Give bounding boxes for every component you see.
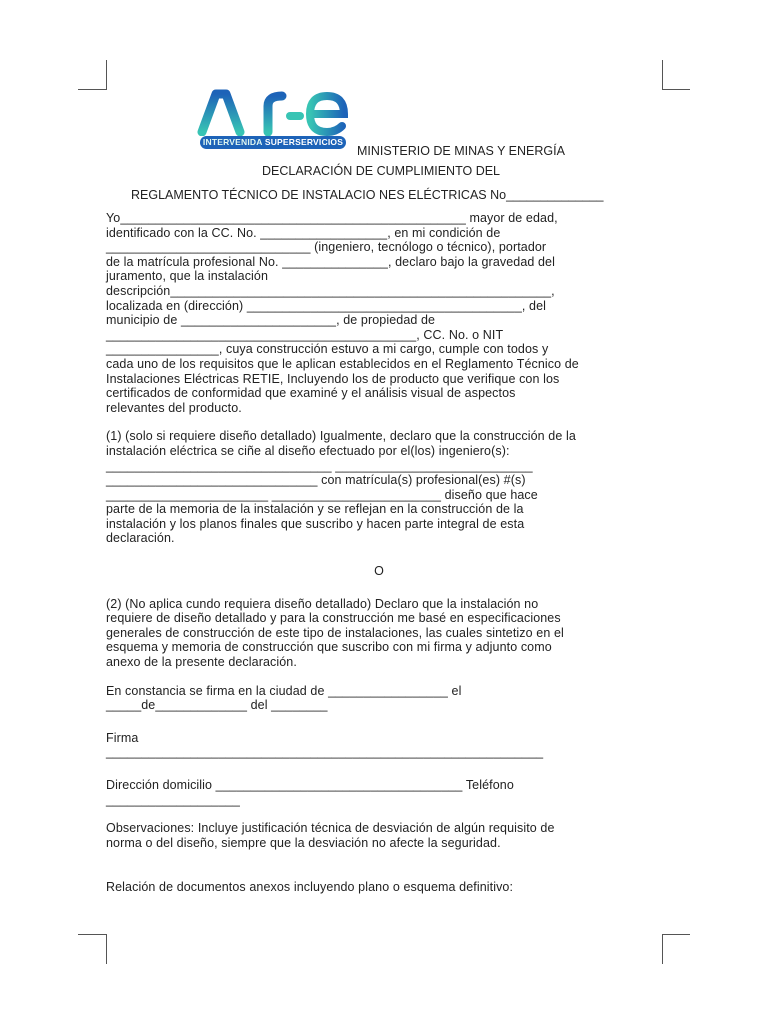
ministry-title: MINISTERIO DE MINAS Y ENERGÍA xyxy=(357,144,565,158)
air-e-logo xyxy=(196,88,352,152)
text-line: _____________________________ (ingeniero, tecnólogo o técnico), portador xyxy=(106,240,547,255)
paragraph-declarant xyxy=(106,211,652,415)
text-line: esquema y memoria de construcción que suscribo con mi firma y adjunto como xyxy=(106,640,552,655)
text-line: de la matrícula profesional No. _______________, declaro bajo la gravedad del xyxy=(106,254,555,269)
crop-mark-top-left-v xyxy=(106,60,107,90)
text-line: ___________________ xyxy=(106,792,240,807)
crop-mark-top-right-v xyxy=(662,60,663,90)
or-separator: O xyxy=(374,564,384,579)
paragraph-no-detailed-design xyxy=(106,597,652,670)
text-line: Instalaciones Eléctricas RETIE, Incluyendo los de producto que verifique con los xyxy=(106,371,560,386)
text-line: Yo_________________________________________________ mayor de edad, xyxy=(106,211,558,225)
logo-band xyxy=(200,136,346,149)
crop-mark-bottom-right-h xyxy=(662,934,690,935)
text-line: municipio de ______________________, de propiedad de xyxy=(106,313,436,328)
text-line: _____de_____________ del ________ xyxy=(106,698,328,713)
declaration-body xyxy=(106,211,652,895)
text-line: (2) (No aplica cundo requiera diseño detallado) Declaro que la instalación no xyxy=(106,596,539,611)
text-line: identificado con la CC. No. __________________, en mi condición de xyxy=(106,225,501,240)
text-line: juramento, que la instalación xyxy=(106,269,269,284)
annex-documents-line: Relación de documentos anexos incluyendo plano o esquema definitivo: xyxy=(106,880,514,895)
text-line: descripción______________________________________________________, xyxy=(106,283,555,298)
address-phone-block xyxy=(106,778,652,807)
crop-mark-bottom-right-v xyxy=(662,934,663,964)
text-line: instalación y los planos finales que suscribo y hacen parte integral de esta xyxy=(106,516,525,531)
text-line: parte de la memoria de la instalación y se reflejan en la construcción de la xyxy=(106,502,524,517)
text-line: ________________________________ ____________________________ xyxy=(106,458,533,473)
logo-band-right: SUPERSERVICIOS xyxy=(264,137,344,147)
text-line: requiere de diseño detallado y para la construcción me basé en especificaciones xyxy=(106,611,561,626)
signature-line: ______________________________________________________________ xyxy=(106,745,544,760)
text-line: declaración. xyxy=(106,531,175,546)
paragraph-detailed-design xyxy=(106,429,652,546)
text-line: instalación eléctrica se ciñe al diseño efectuado por el(los) ingeniero(s): xyxy=(106,443,510,458)
text-line: (1) (solo si requiere diseño detallado) Igualmente, declaro que la construcción de la xyxy=(106,429,576,444)
air-e-wordmark-icon xyxy=(196,88,352,136)
paragraph-observations xyxy=(106,821,652,850)
crop-mark-top-right-h xyxy=(662,89,690,90)
text-line: ______________________________ con matrícula(s) profesional(es) #(s) xyxy=(106,473,526,488)
text-line: certificados de conformidad que examiné y el análisis visual de aspectos xyxy=(106,386,516,401)
signature-label: Firma xyxy=(106,730,139,745)
crop-mark-bottom-left-v xyxy=(106,934,107,964)
text-line: cada uno de los requisitos que le aplican establecidos en el Reglamento Técnico de xyxy=(106,356,579,371)
paragraph-signing-place xyxy=(106,684,652,713)
text-line: localizada en (dirección) _______________________________________, del xyxy=(106,298,547,313)
text-line: ____________________________________________, CC. No. o NIT xyxy=(106,327,504,342)
crop-mark-bottom-left-h xyxy=(78,934,106,935)
text-line: norma o del diseño, siempre que la desviación no afecte la seguridad. xyxy=(106,835,501,850)
declaration-title: DECLARACIÓN DE CUMPLIMIENTO DEL xyxy=(262,164,501,178)
text-line: relevantes del producto. xyxy=(106,400,242,415)
text-line: ________________, cuya construcción estuvo a mi cargo, cumple con todos y xyxy=(106,342,549,357)
text-line: En constancia se firma en la ciudad de _________________ el xyxy=(106,683,462,698)
logo-band-left: INTERVENIDA xyxy=(202,137,263,147)
text-line: Dirección domicilio ___________________________________ Teléfono xyxy=(106,778,514,792)
text-line: Observaciones: Incluye justificación técnica de desviación de algún requisito de xyxy=(106,821,555,836)
text-line: anexo de la presente declaración. xyxy=(106,655,297,670)
crop-mark-top-left-h xyxy=(78,89,106,90)
regulation-title: REGLAMENTO TÉCNICO DE INSTALACIO NES ELÉCTRICAS No______________ xyxy=(131,188,604,202)
text-line: generales de construcción de este tipo de instalaciones, las cuales sintetizo en el xyxy=(106,625,564,640)
text-line: _______________________ ________________________ diseño que hace xyxy=(106,487,538,502)
signature-block xyxy=(106,731,652,760)
